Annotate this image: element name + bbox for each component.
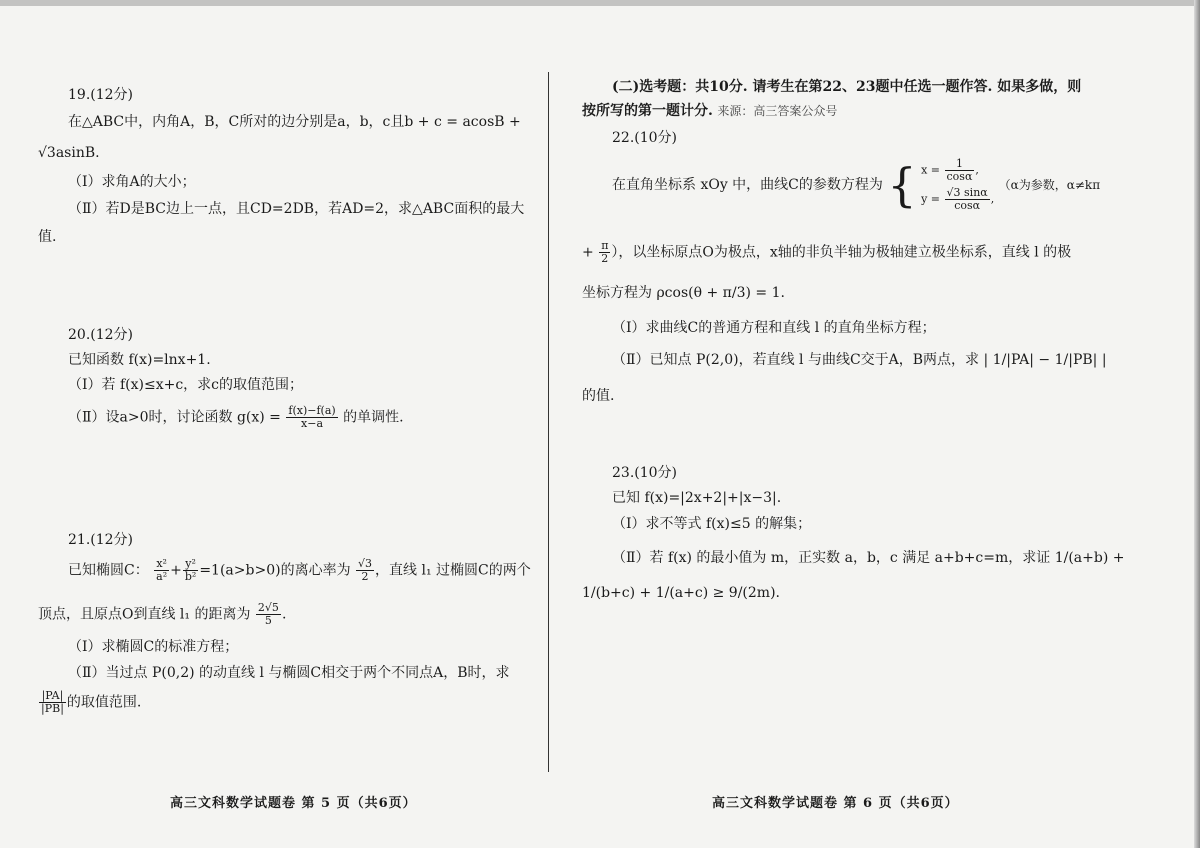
system-brace: {	[887, 158, 917, 213]
q22-part2b: 的值.	[582, 388, 615, 404]
q21-line2-suffix: .	[281, 606, 287, 623]
q23-header: 23.(10分)	[612, 465, 678, 481]
q21-part2b	[38, 690, 141, 715]
q20-header: 20.(12分)	[68, 327, 134, 343]
q19-line1: 在△ABC中，内角A，B，C所对的边分别是a，b，c且b + c = acosB +	[68, 114, 521, 130]
q22-part2-expression: | 1/|PA| − 1/|PB| |	[983, 352, 1107, 368]
q19-part2: （Ⅱ）若D是BC边上一点，且CD=2DB，若AD=2，求△ABC面积的最大	[68, 201, 525, 217]
q21-header: 21.(12分)	[68, 532, 134, 548]
q21-line1: 已知椭圆C： $\frac{\text{x²}}{\text{a²}}$ + $\frac{\text{y²}}{\text{b²}}$ =1(a>b>0)的离心率为 $\frac{√3}{2}$ ，直线 l₁ 过椭圆C的两个	[68, 557, 531, 584]
parametric-system	[921, 158, 994, 212]
param-y: y = $\frac{√3 \sin\alpha}{\cos\alpha}$ ,	[921, 186, 995, 213]
q19-part2b: 值.	[38, 229, 57, 245]
elective-intro-line1: (二)选考题：共10分. 请考生在第22、23题中任选一题作答. 如果多做，则	[612, 79, 1082, 95]
q20-part2	[68, 405, 404, 430]
q19-line2: √3asinB.	[38, 145, 100, 161]
q22-line1-suffix: （α为参数，α≠kπ	[998, 178, 1101, 193]
q22-part2: （Ⅱ）已知点 P(2,0)，若直线 l 与曲线C交于A，B两点，求 | 1/|PA| − 1/|PB| |	[612, 352, 1107, 368]
q23-part2b: 1/(b+c) + 1/(a+c) ≥ 9/(2m).	[582, 585, 780, 601]
q20-part1: （Ⅰ）若 f(x)≤x+c，求c的取值范围；	[68, 377, 304, 393]
q22-line2-suffix: ），以坐标原点O为极点，x轴的非负半轴为极轴建立极坐标系，直线 l 的极	[611, 244, 1072, 261]
q20-fraction-denominator: x−a	[301, 417, 324, 431]
pa-pb-fraction: $\frac{|PA|}{|PB|}$	[41, 689, 64, 716]
column-divider	[548, 72, 549, 772]
scan-edge-right	[1194, 0, 1200, 848]
q21-part1: （Ⅰ）求椭圆C的标准方程；	[68, 639, 239, 655]
ellipse-y-term: $\frac{\text{y²}}{\text{b²}}$	[184, 557, 197, 584]
elective-intro-line2	[582, 101, 837, 122]
q19-part1: （Ⅰ）求角A的大小；	[68, 174, 196, 190]
q22-line1-prefix: 在直角坐标系 xOy 中，曲线C的参数方程为	[612, 177, 883, 194]
source-watermark: 来源：高三答案公众号	[717, 104, 838, 118]
ellipse-x-term: $\frac{\text{x²}}{\text{a²}}$	[156, 557, 168, 584]
eccentricity-fraction: $\frac{√3}{2}$	[358, 557, 373, 584]
q21-part2b-suffix: 的取值范围.	[66, 694, 142, 711]
q22-line2: + $\frac{\pi}{2}$ ），以坐标原点O为极点，x轴的非负半轴为极轴建立极坐标系，直线 l 的极	[582, 239, 1072, 266]
q23-part1: （Ⅰ）求不等式 f(x)≤5 的解集；	[612, 516, 812, 532]
q20-part2-suffix: 的单调性.	[343, 409, 404, 426]
q23-fraction-1: 1/(a+b) +	[1054, 550, 1125, 566]
q21-line1-mid: =1(a>b>0)的离心率为	[199, 562, 351, 579]
q20-line1: 已知函数 f(x)=lnx+1.	[68, 352, 211, 368]
page-5-footer: 高三文科数学试题卷 第 5 页（共6页）	[170, 796, 417, 811]
pi-over-2: $\frac{\pi}{2}$	[601, 239, 609, 266]
q21-line2-prefix: 顶点，且原点O到直线 l₁ 的距离为	[38, 606, 251, 623]
distance-fraction: $\frac{2√5}{5}$	[257, 601, 279, 628]
q22-header: 22.(10分)	[612, 130, 678, 146]
param-x: x = $\frac{1}{\cos\alpha}$ ,	[921, 157, 979, 184]
scan-edge-top	[0, 0, 1200, 6]
q19-header: 19.(12分)	[68, 87, 134, 103]
q21-line1-suffix: ，直线 l₁ 过椭圆C的两个	[375, 562, 531, 579]
q22-line1	[612, 158, 1100, 212]
elective-intro-text: 按所写的第一题计分.	[582, 103, 713, 119]
q20-part2-prefix: （Ⅱ）设a>0时，讨论函数 g(x) =	[68, 409, 281, 426]
q23-part2: （Ⅱ）若 f(x) 的最小值为 m，正实数 a，b，c 满足 a+b+c=m，求证 1/(a+b) +	[612, 550, 1125, 566]
q22-part1: （Ⅰ）求曲线C的普通方程和直线 l 的直角坐标方程；	[612, 320, 936, 336]
q23-line1: 已知 f(x)=|2x+2|+|x−3|.	[612, 490, 782, 506]
q21-line2	[38, 602, 286, 627]
q20-fraction-numerator: f(x)−f(a)	[288, 404, 336, 417]
q22-line3: 坐标方程为 ρcos(θ + π/3) = 1.	[582, 285, 785, 301]
q21-part2: （Ⅱ）当过点 P(0,2) 的动直线 l 与椭圆C相交于两个不同点A，B时，求	[68, 665, 510, 681]
page-6-footer: 高三文科数学试题卷 第 6 页（共6页）	[712, 796, 959, 811]
q20-fraction	[286, 405, 337, 430]
q21-line1-prefix: 已知椭圆C：	[68, 562, 149, 579]
